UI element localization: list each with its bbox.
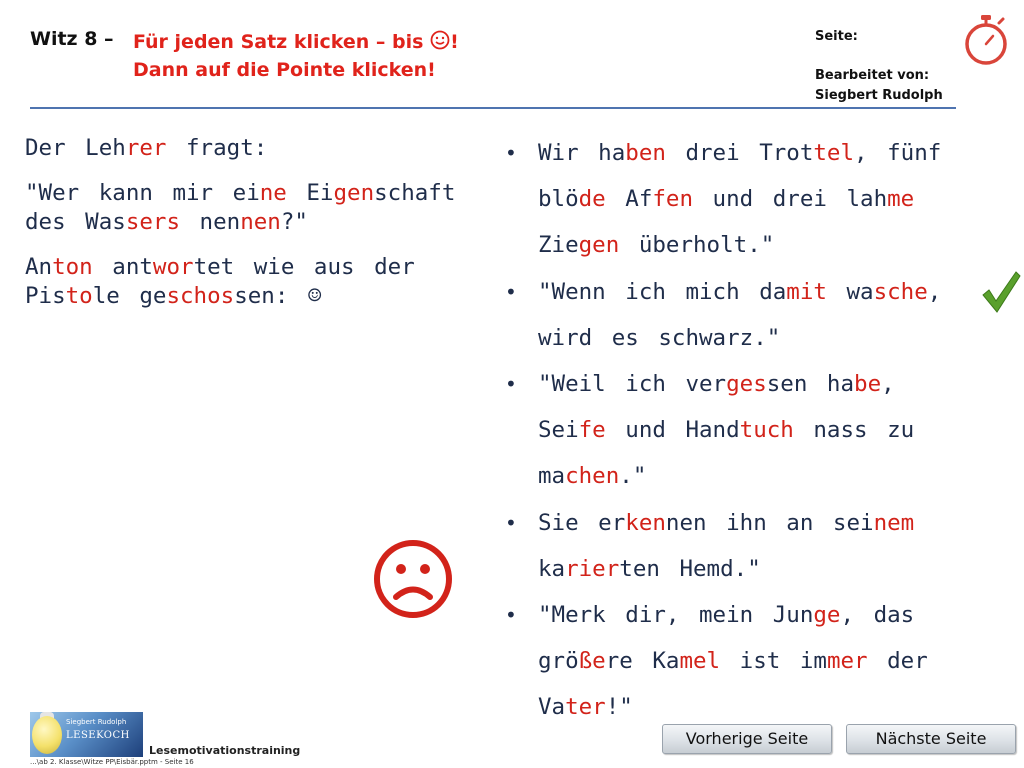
text-segment: ant xyxy=(92,254,153,280)
text-segment: nen xyxy=(180,209,241,235)
instruction-line-1-text: Für jeden Satz klicken – bis xyxy=(133,31,431,53)
author-name: Siegbert Rudolph xyxy=(815,88,943,103)
text-segment: "Weil ich ver xyxy=(538,371,727,398)
story-paragraph[interactable] xyxy=(25,179,465,237)
text-segment: drei Trot xyxy=(665,140,814,166)
logo-brand: LESEKOCH xyxy=(66,730,130,741)
text-segment: ." xyxy=(619,463,647,490)
syllable-highlight: ge xyxy=(813,602,841,629)
text-segment: , das grö xyxy=(538,602,915,675)
sad-face-icon[interactable] xyxy=(372,538,454,620)
syllable-highlight: be xyxy=(854,371,882,398)
syllable-highlight: ges xyxy=(726,371,767,398)
answer-item[interactable] xyxy=(505,130,945,269)
next-page-button[interactable]: Nächste Seite xyxy=(846,724,1016,754)
syllable-highlight: gen xyxy=(333,180,375,206)
text-segment: Zie xyxy=(538,232,579,259)
instruction-line-1-end: ! xyxy=(450,31,459,53)
syllable-highlight: nen xyxy=(240,209,281,235)
text-segment: "Wer kann mir ei xyxy=(25,180,260,206)
instruction-text xyxy=(133,28,459,84)
text-segment: Der Leh xyxy=(25,135,126,161)
file-path: ...\ab 2. Klasse\Witze PP\Eisbär.pptm - Seite 16 xyxy=(30,758,194,766)
text-segment: Sie er xyxy=(538,509,626,536)
text-segment: schaft des Was xyxy=(25,180,456,235)
logo-author: Siegbert Rudolph xyxy=(66,718,127,726)
story-paragraph[interactable] xyxy=(25,253,465,311)
text-segment: !" xyxy=(605,694,633,721)
syllable-highlight: ben xyxy=(625,140,666,166)
stopwatch-icon[interactable] xyxy=(962,14,1010,66)
header-divider xyxy=(30,107,956,109)
syllable-highlight: mer xyxy=(826,648,868,675)
text-segment: , Sei xyxy=(538,371,895,444)
syllable-highlight: ton xyxy=(52,254,93,280)
lightbulb-icon xyxy=(32,716,62,754)
text-segment: und Hand xyxy=(605,417,740,444)
joke-setup xyxy=(25,134,465,327)
syllable-highlight: mit xyxy=(786,278,827,305)
text-segment: nass zu ma xyxy=(538,417,915,490)
text-segment: Wir ha xyxy=(538,140,626,166)
text-segment: sen ha xyxy=(766,371,855,398)
check-icon[interactable] xyxy=(980,268,1022,314)
text-segment: wa xyxy=(826,278,874,305)
text-segment: re Ka xyxy=(605,648,680,675)
text-segment: ten Hemd." xyxy=(619,555,761,582)
text-segment: ist im xyxy=(720,648,827,675)
instruction-line-2: Dann auf die Pointe klicken! xyxy=(133,59,436,81)
logo-caption: Lesemotivationstraining xyxy=(149,744,301,757)
smiley-icon xyxy=(430,30,450,50)
text-segment: ?" xyxy=(280,209,308,235)
text-segment: , wird es schwarz." xyxy=(538,278,942,351)
syllable-highlight: fe xyxy=(578,417,606,444)
syllable-highlight: nem xyxy=(873,509,915,536)
story-paragraph[interactable] xyxy=(25,134,465,163)
answer-item[interactable] xyxy=(505,592,945,731)
lesekoch-logo xyxy=(30,712,143,757)
text-segment: le ge xyxy=(92,283,167,309)
syllable-highlight: ße xyxy=(578,648,606,675)
text-segment: An xyxy=(25,254,53,280)
answer-item[interactable] xyxy=(505,269,945,361)
syllable-highlight: ken xyxy=(625,509,666,536)
page-label: Seite: xyxy=(815,29,858,44)
syllable-highlight: mel xyxy=(679,648,721,675)
syllable-highlight: rier xyxy=(565,555,620,582)
text-segment: ka xyxy=(538,555,566,582)
text-segment: fragt: xyxy=(166,135,268,161)
syllable-highlight: sers xyxy=(125,209,181,235)
syllable-highlight: wor xyxy=(152,254,194,280)
syllable-highlight: sche xyxy=(873,278,928,305)
text-segment: , fünf blö xyxy=(538,140,942,213)
text-segment: Ei xyxy=(286,180,334,206)
text-segment: nen ihn an sei xyxy=(665,509,874,536)
text-segment: "Merk dir, mein Jun xyxy=(538,602,814,629)
syllable-highlight: schos xyxy=(166,283,235,309)
answer-item[interactable] xyxy=(505,500,945,592)
syllable-highlight: tel xyxy=(813,140,855,166)
text-segment: über xyxy=(619,232,694,259)
text-segment: der Va xyxy=(538,648,928,721)
answer-item[interactable] xyxy=(505,361,945,500)
instruction-line-1 xyxy=(133,28,459,56)
text-segment: tet wie aus der Pis xyxy=(25,254,415,309)
text-segment: sen: ☺ xyxy=(234,283,322,309)
text-segment: und drei lah xyxy=(693,186,888,213)
syllable-highlight: de xyxy=(578,186,606,213)
syllable-highlight: me xyxy=(887,186,915,213)
syllable-highlight: to xyxy=(65,283,93,309)
previous-page-button[interactable]: Vorherige Seite xyxy=(662,724,832,754)
joke-title: Witz 8 – xyxy=(30,28,114,50)
syllable-highlight: gen xyxy=(578,232,620,259)
syllable-highlight: rer xyxy=(125,135,167,161)
text-segment: "Wenn ich mich da xyxy=(538,278,787,305)
answer-list xyxy=(505,130,945,731)
syllable-highlight: fen xyxy=(652,186,694,213)
text-segment: holt." xyxy=(693,232,775,259)
edited-by xyxy=(815,66,943,106)
syllable-highlight: ne xyxy=(259,180,287,206)
edited-by-label: Bearbeitet von: xyxy=(815,68,930,83)
syllable-highlight: ter xyxy=(565,694,606,721)
syllable-highlight: chen xyxy=(565,463,620,490)
syllable-highlight: tuch xyxy=(739,417,794,444)
text-segment: Af xyxy=(605,186,653,213)
